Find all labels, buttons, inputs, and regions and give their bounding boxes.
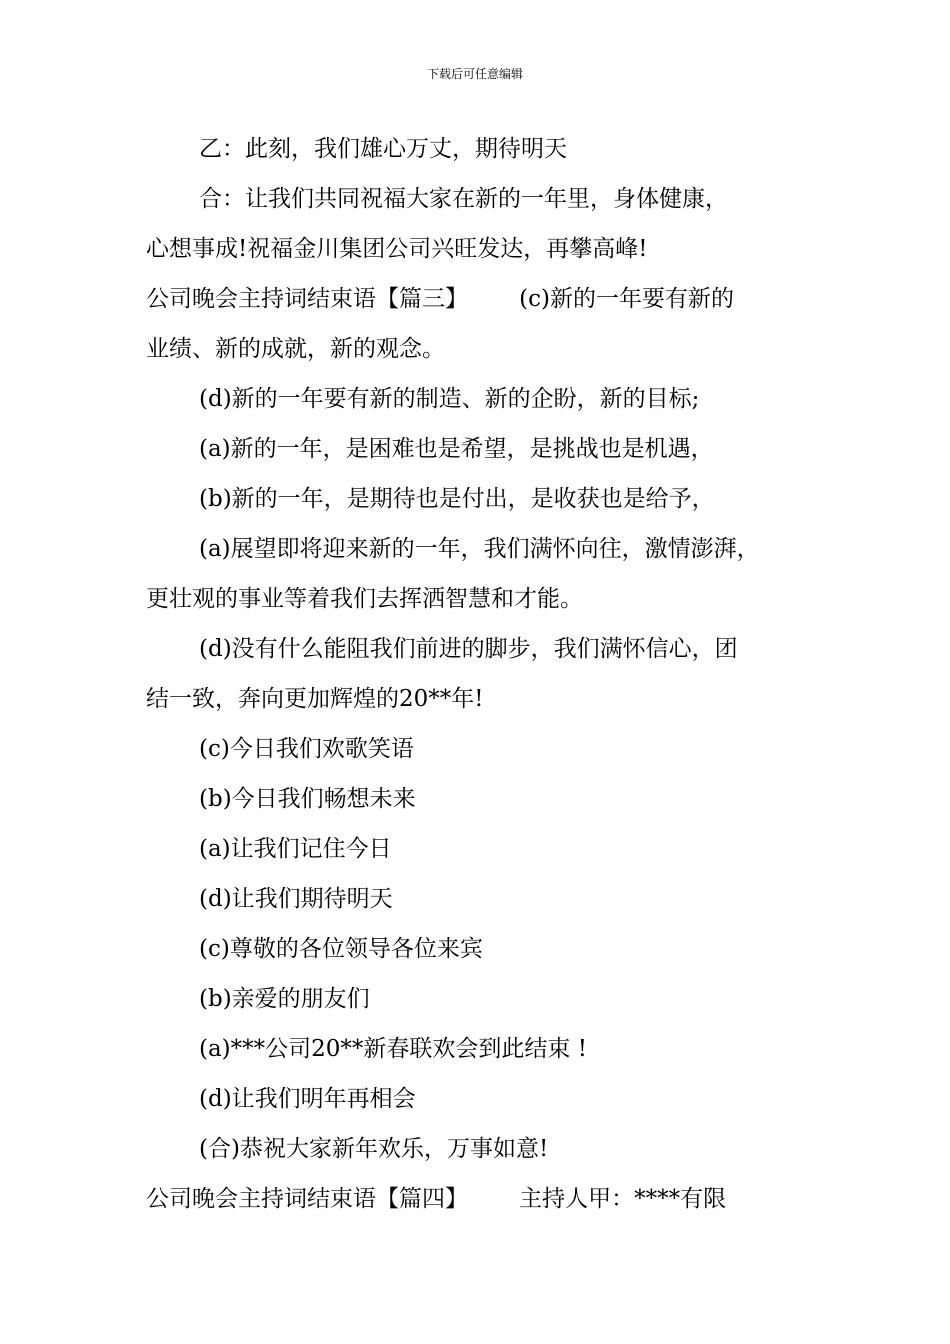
paragraph-line: (d)让我们明年再相会 [199,1086,416,1112]
paragraph-line: (a)展望即将迎来新的一年，我们满怀向往，激情澎湃， [199,536,760,562]
paragraph-line: (b)今日我们畅想未来 [199,786,416,812]
paragraph-line: (d)新的一年要有新的制造、新的企盼，新的目标; [199,386,700,412]
paragraph-line: (c)尊敬的各位领导各位来宾 [199,936,483,962]
paragraph-line: (a)新的一年，是困难也是希望，是挑战也是机遇， [199,436,714,462]
paragraph-line: 合：让我们共同祝福大家在新的一年里，身体健康， [199,186,728,212]
paragraph-line: (a)***公司20**新春联欢会到此结束 ! [199,1036,587,1062]
paragraph-line: 结一致，奔向更加辉煌的20**年! [146,686,484,712]
paragraph-line: 心想事成!祝福金川集团公司兴旺发达，再攀高峰! [146,236,648,262]
paragraph-line: (b)亲爱的朋友们 [199,986,370,1012]
page-header: 下载后可任意编辑 [426,67,523,81]
paragraph-line: (c)今日我们欢歌笑语 [199,736,414,762]
section-heading-line: 公司晚会主持词结束语【篇四】 主持人甲：****有限 [146,1186,727,1212]
paragraph-line: (b)新的一年，是期待也是付出，是收获也是给予， [199,486,715,512]
paragraph-line: 业绩、新的成就，新的观念。 [146,336,445,362]
paragraph-line: (a)让我们记住今日 [199,836,392,862]
paragraph-line: (d)没有什么能阻我们前进的脚步，我们满怀信心，团 [199,636,738,662]
paragraph-line: (合)恭祝大家新年欢乐，万事如意! [199,1136,549,1162]
paragraph-line: 乙：此刻，我们雄心万丈，期待明天 [199,136,567,162]
paragraph-line: (d)让我们期待明天 [199,886,393,912]
section-heading-line: 公司晚会主持词结束语【篇三】 (c)新的一年要有新的 [146,286,735,312]
paragraph-line: 更壮观的事业等着我们去挥洒智慧和才能。 [146,586,583,612]
